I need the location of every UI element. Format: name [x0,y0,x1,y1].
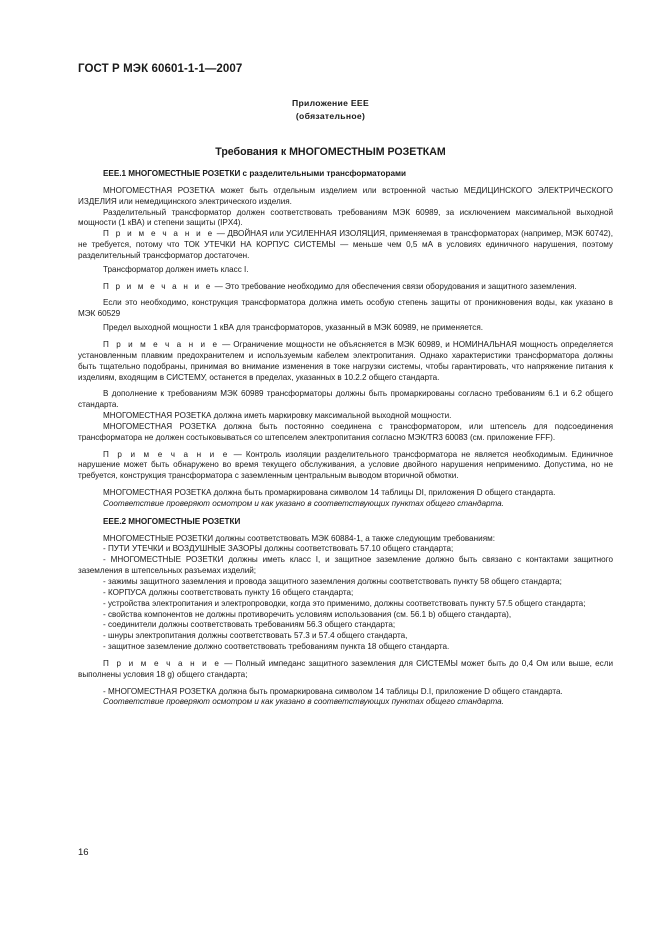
note-text: — Это требование необходимо для обеспечения связи оборудования и защитного заземления. [212,281,577,291]
note-keyword: П р и м е ч а н и е [103,229,215,239]
paragraph: МНОГОМЕСТНАЯ РОЗЕТКА должна быть промаркирована символом 14 таблицы DI, приложения D общего стандарта. [103,488,556,498]
note-text: — Полный импеданс защитного заземления для СИСТЕМЫ может быть до 0,4 Ом или выше, если выполнены условия 18 g) общего стандарта; [78,658,613,679]
note-keyword: П р и м е ч а н и е [103,658,222,668]
section-title: Требования к МНОГОМЕСТНЫМ РОЗЕТКАМ [215,146,446,158]
paragraph: В дополнение к требованиям МЭК 60989 трансформаторы должны быть промаркированы согласно требованиям 6.1 и 6.2 общего стандарта. [78,389,613,410]
paragraph: Трансформатор должен иметь класс I. [103,264,249,274]
note [78,340,613,383]
note [78,659,613,681]
list-item: - соединители должны соответствовать требованиям 56.3 общего стандарта; [103,620,396,630]
list-item: - МНОГОМЕСТНЫЕ РОЗЕТКИ должны иметь класс I, и защитное заземление должно быть связано с контактами защитного заземления в штепсельных разъемах изделий; [78,555,613,576]
document-body [78,169,613,708]
section-heading-eee1: ЕЕЕ.1 МНОГОМЕСТНЫЕ РОЗЕТКИ с разделительными трансформаторами [103,169,406,178]
note-keyword: П р и м е ч а н и е [103,449,230,459]
paragraph: МНОГОМЕСТНАЯ РОЗЕТКА может быть отдельным изделием или встроенной частью МЕДИЦИНСКОГО ЭЛЕКТРИЧЕСКОГО ИЗДЕЛИЯ или немедицинского электрического изделия. [78,185,613,206]
list-item: - КОРПУСА должны соответствовать пункту 16 общего стандарта; [103,587,354,597]
list-item: - свойства компонентов не должны противоречить условиям использования (см. 56.1 b) общего стандарта), [103,609,512,619]
note [78,282,613,293]
document-header-code: ГОСТ Р МЭК 60601-1-1—2007 [78,63,243,75]
note [78,450,613,483]
list-item: - устройства электропитания и электропроводки, когда это применимо, должны соответствовать пункту 57.5 общего стандарта; [103,598,586,608]
paragraph: МНОГОМЕСТНЫЕ РОЗЕТКИ должны соответствовать МЭК 60884-1, а также следующим требованиям: [103,533,495,543]
note-text: — Ограничение мощности не объясняется в МЭК 60989, и НОМИНАЛЬНАЯ мощность определяется установленным плавким предохранителем и используемым кабелем электропитания. Однако характеристики трансформатора должны быть тщательно подобраны, принимая во внимание изменения в токе нагрузки системы, чтобы гарантировать, что напряжение питания к изделиям, входящим в СИСТЕМУ, останется в пределах, указанных в 10.2.2 общего стандарта. [78,339,613,382]
section-heading-eee2: ЕЕЕ.2 МНОГОМЕСТНЫЕ РОЗЕТКИ [103,516,241,526]
paragraph: Разделительный трансформатор должен соответствовать требованиям МЭК 60989, за исключением максимальной выходной мощности (1 кВА) и степени защиты (IPX4). [78,207,613,228]
annex-title: Приложение ЕЕЕ [292,98,369,108]
note [78,229,613,262]
note-keyword: П р и м е ч а н и е [103,339,220,349]
annex-status: (обязательное) [295,111,366,121]
page-number: 16 [78,847,89,858]
list-item: - защитное заземление должно соответствовать требованиям пункта 18 общего стандарта. [103,642,450,652]
paragraph: МНОГОМЕСТНАЯ РОЗЕТКА должна иметь маркировку максимальной выходной мощности. [103,411,452,421]
paragraph: Предел выходной мощности 1 кВА для трансформаторов, указанный в МЭК 60989, не применяется. [103,323,484,333]
compliance-statement: Соответствие проверяют осмотром и как указано в соответствующих пунктах общего стандарта. [103,498,504,508]
note-text: — Контроль изоляции разделительного трансформатора не является необходимым. Единичное нарушение может быть обнаружено во время текущего обслуживания, а условие двойного нарушения неприменимо. Допустима, но не требуется, конструкция трансформатора с заземленным центральным выводом вторичной обмотки. [78,449,613,481]
list-item: - шнуры электропитания должны соответствовать 57.3 и 57.4 общего стандарта, [103,631,408,641]
list-item: - зажимы защитного заземления и провода защитного заземления должны соответствовать пункту 58 общего стандарта; [103,577,562,586]
note-keyword: П р и м е ч а н и е [103,281,213,291]
list-item: - ПУТИ УТЕЧКИ и ВОЗДУШНЫЕ ЗАЗОРЫ должны соответствовать 57.10 общего стандарта; [103,544,454,554]
note-text: — ДВОЙНАЯ или УСИЛЕННАЯ ИЗОЛЯЦИЯ, применяемая в трансформаторах (например, МЭК 60742), не требуется, потому что ТОК УТЕЧКИ НА КОРПУС СИСТЕМЫ — меньше чем 0,5 мА в условиях единичного нарушения, поэтому разделительный трансформатор достаточен. [78,229,613,260]
paragraph: Если это необходимо, конструкция трансформатора должна иметь особую степень защиты от проникновения воды, как указано в МЭК 60529 [78,298,613,319]
paragraph: МНОГОМЕСТНАЯ РОЗЕТКА должна быть постоянно соединена с трансформатором, или штепсель для подсоединения трансформатора не должен состыковываться со штепселем электропитания согласно МЭК/TR3 60083 (см. приложение FFF). [78,421,613,442]
compliance-statement: Соответствие проверяют осмотром и как указано в соответствующих пунктах общего стандарта. [103,697,504,707]
list-item: - МНОГОМЕСТНАЯ РОЗЕТКА должна быть промаркирована символом 14 таблицы D.I, приложение D общего стандарта. [103,686,563,696]
